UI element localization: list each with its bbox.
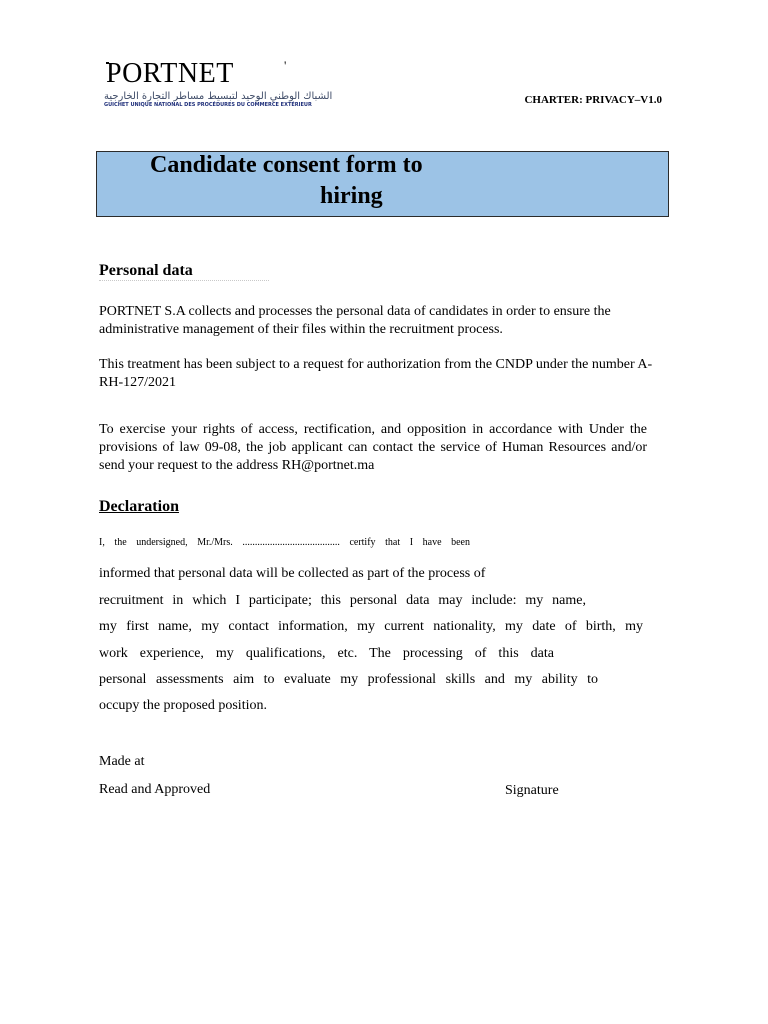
declaration-line: informed that personal data will be collected as part of the process of bbox=[99, 566, 486, 581]
logo-text: PORTNET bbox=[106, 58, 234, 89]
personal-data-heading: Personal data bbox=[99, 262, 193, 279]
made-at-label: Made at bbox=[99, 754, 145, 769]
paragraph-collection: PORTNET S.A collects and processes the personal data of candidates in order to ensure the administrative management of their files within the recruitment process. bbox=[99, 304, 611, 337]
declaration-line: my first name, my contact information, my current nationality, my date of birth, my bbox=[99, 619, 643, 634]
declaration-line: personal assessments aim to evaluate my professional skills and my ability to bbox=[99, 672, 598, 687]
title-line-1: Candidate consent form to bbox=[150, 152, 423, 178]
declaration-line: recruitment in which I participate; this personal data may include: my name, bbox=[99, 593, 586, 608]
heading-rule bbox=[99, 280, 269, 281]
certify-line: I, the undersigned, Mr./Mrs. ....................................... certify that I have been bbox=[99, 537, 470, 548]
declaration-line: occupy the proposed position. bbox=[99, 698, 267, 713]
declaration-heading: Declaration bbox=[99, 498, 179, 515]
read-approved-label: Read and Approved bbox=[99, 782, 211, 797]
logo-tick: ' bbox=[284, 58, 287, 73]
logo-arabic-tagline: الشباك الوطني الوحيد لتبسيط مساطر التجارة الخارجية bbox=[104, 91, 333, 102]
paragraph-rights: To exercise your rights of access, rectification, and opposition in accordance with Under the provisions of law 09-08, the job applicant can contact the service of Human Resources and/or send your request to the address RH@portnet.ma bbox=[99, 422, 647, 473]
title-line-2: hiring bbox=[320, 183, 383, 209]
paragraph-authorization: This treatment has been subject to a request for authorization from the CNDP under the number A-RH-127/2021 bbox=[99, 357, 653, 390]
declaration-line: work experience, my qualifications, etc. The processing of this data bbox=[99, 646, 554, 661]
signature-label: Signature bbox=[505, 783, 559, 798]
logo-french-tagline: GUICHET UNIQUE NATIONAL DES PROCÉDURES DU COMMERCE EXTÉRIEUR bbox=[104, 102, 312, 108]
charter-label: CHARTER: PRIVACY–V1.0 bbox=[524, 94, 662, 106]
